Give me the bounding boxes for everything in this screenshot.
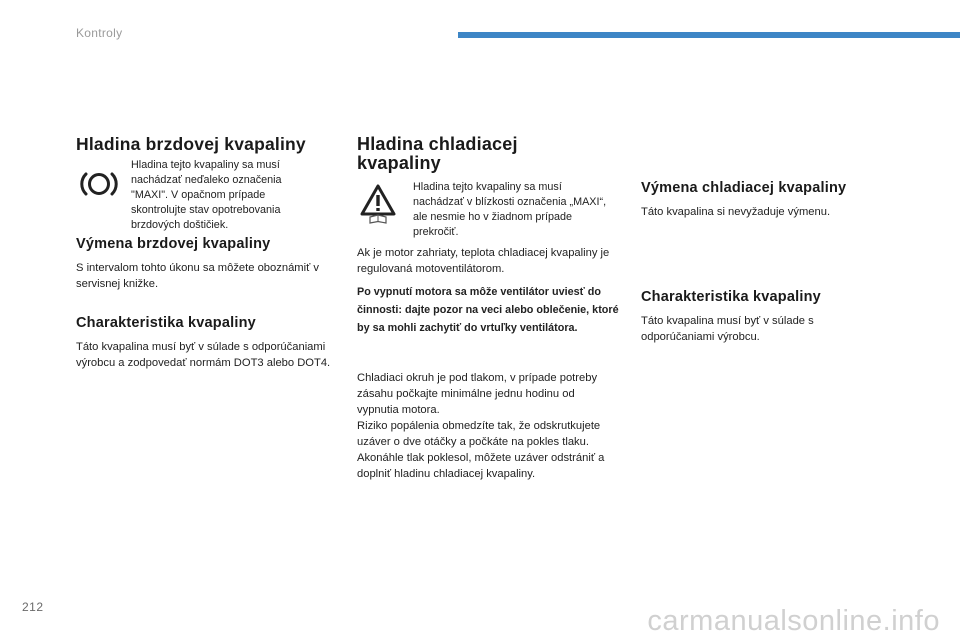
brake-fluid-spec-title: Charakteristika kvapaliny: [76, 315, 256, 331]
page-number: 212: [22, 600, 44, 614]
coolant-spec-text: Táto kvapalina musí byť v súlade s odporúčaniami výrobcu.: [641, 315, 814, 343]
coolant-replacement-text: Táto kvapalina si nevyžaduje výmenu.: [641, 206, 831, 218]
fan-warning-text: Po vypnutí motora sa môže ventilátor uviesť do činnosti: dajte pozor na veci alebo oblečenie, ktoré by sa mohli zachytiť do vrtuľky ventilátora.: [357, 286, 619, 334]
header-accent-bar: [458, 32, 960, 38]
brake-fluid-replacement-title: Výmena brzdovej kvapaliny: [76, 236, 271, 252]
hot-engine-text: Ak je motor zahriaty, teplota chladiacej kvapaliny je regulovaná motoventilátorom.: [357, 247, 610, 275]
brake-fluid-title: Hladina brzdovej kvapaliny: [76, 134, 306, 154]
coolant-spec-title: Charakteristika kvapaliny: [641, 289, 821, 305]
burn-risk-text: Riziko popálenia obmedzíte tak, že odskrutkujete uzáver o dve otáčky a počkáte na pokles tlaku. Akonáhle tlak poklesol, môžete uzáver odstrániť a doplniť hladinu chladiacej kvapaliny.: [357, 420, 605, 480]
brake-fluid-replacement-text: S intervalom tohto úkonu sa môžete oboznámiť v servisnej knižke.: [76, 262, 319, 290]
coolant-level-title-line1: Hladina chladiacej: [357, 134, 518, 154]
coolant-replacement-title: Výmena chladiacej kvapaliny: [641, 180, 847, 196]
coolant-level-title-line2: kvapaliny: [357, 153, 441, 173]
brake-fluid-intro: Hladina tejto kvapaliny sa musí nachádzať neďaleko označenia "MAXI". V opačnom prípade skontrolujte stav opotrebovania brzdových doštičiek.: [131, 159, 282, 231]
brake-fluid-spec-text: Táto kvapalina musí byť v súlade s odporúčaniami výrobcu a zodpovedať normám DOT3 alebo DOT4.: [76, 341, 331, 369]
watermark: carmanualsonline.info: [647, 605, 940, 637]
pressure-text: Chladiaci okruh je pod tlakom, v prípade potreby zásahu počkajte minimálne jednu hodinu od vypnutia motora.: [357, 372, 598, 416]
chapter-header: Kontroly: [76, 26, 123, 40]
brake-circle-icon: [78, 170, 120, 198]
warning-manual-icon: [360, 184, 396, 224]
coolant-level-intro: Hladina tejto kvapaliny sa musí nachádzať v blízkosti označenia „MAXI“, ale nesmie ho v žiadnom prípade prekročiť.: [413, 181, 607, 238]
